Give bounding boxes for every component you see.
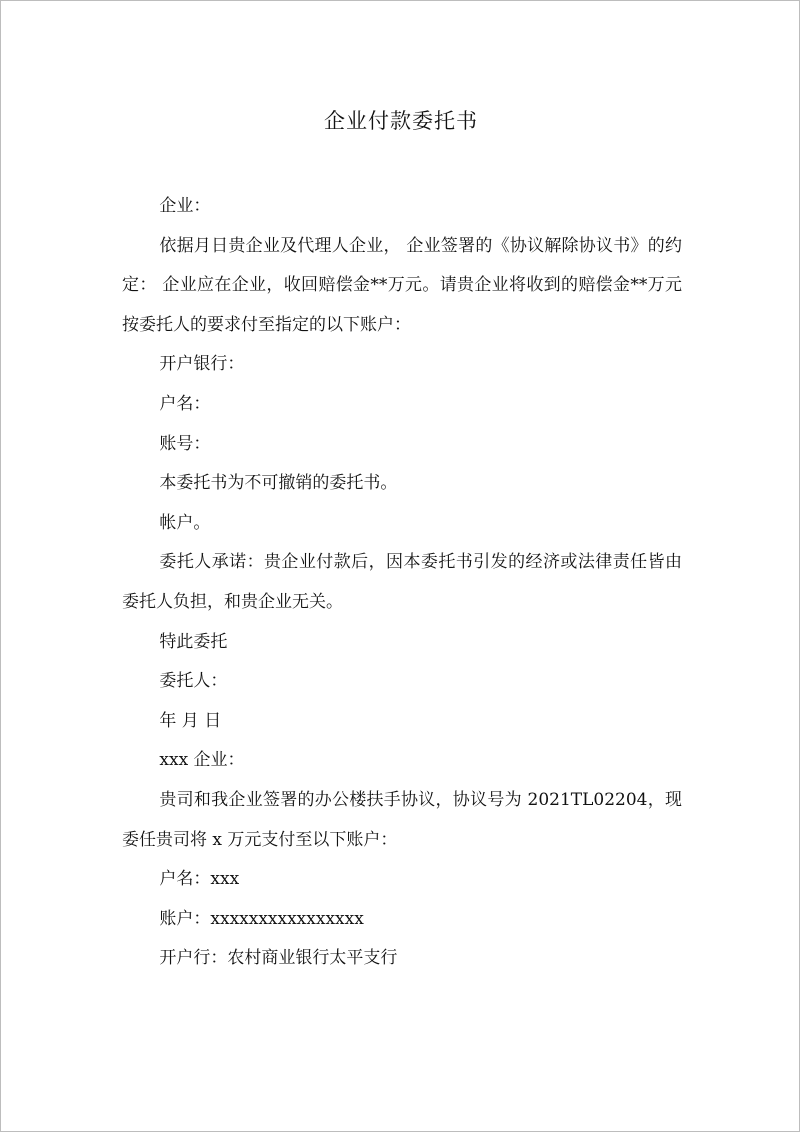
paragraph-principal: 委托人： [159,671,228,692]
paragraph-payee-account: 账户：xxxxxxxxxxxxxxxx [159,908,364,929]
paragraph-account-number: 账号： [159,433,211,454]
paragraph-date: 年 月 日 [159,710,222,731]
paragraph-addressee: 企业： [159,196,211,216]
paragraph-account-name: 户名： [159,393,211,414]
document-title: 企业付款委托书 [324,109,478,133]
document-body [122,187,682,979]
paragraph-hereby: 特此委托 [159,631,228,652]
paragraph-promise: 委托人承诺：贵企业付款后，因本委托书引发的经济或法律责任皆由委托人负担，和贵企业无关。 [122,552,682,612]
paragraph-bank: 开户银行： [159,354,245,375]
paragraph-company: xxx 企业： [159,750,245,771]
paragraph-payee-name: 户名：xxx [159,869,240,890]
paragraph-account: 帐户。 [159,512,211,533]
paragraph-agreement: 依据月日贵企业及代理人企业， 企业签署的《协议解除协议书》的约定： 企业应在企业，收回赔偿金**万元。请贵企业将收到的赔偿金**万元按委托人的要求付至指定的以下账户： [122,235,682,335]
paragraph-payee-bank: 开户行：农村商业银行太平支行 [159,948,398,969]
paragraph-irrevocable: 本委托书为不可撤销的委托书。 [159,473,398,494]
paragraph-instruction: 贵司和我企业签署的办公楼扶手协议，协议号为 2021TL02204，现委任贵司将 x 万元支付至以下账户： [122,789,682,850]
